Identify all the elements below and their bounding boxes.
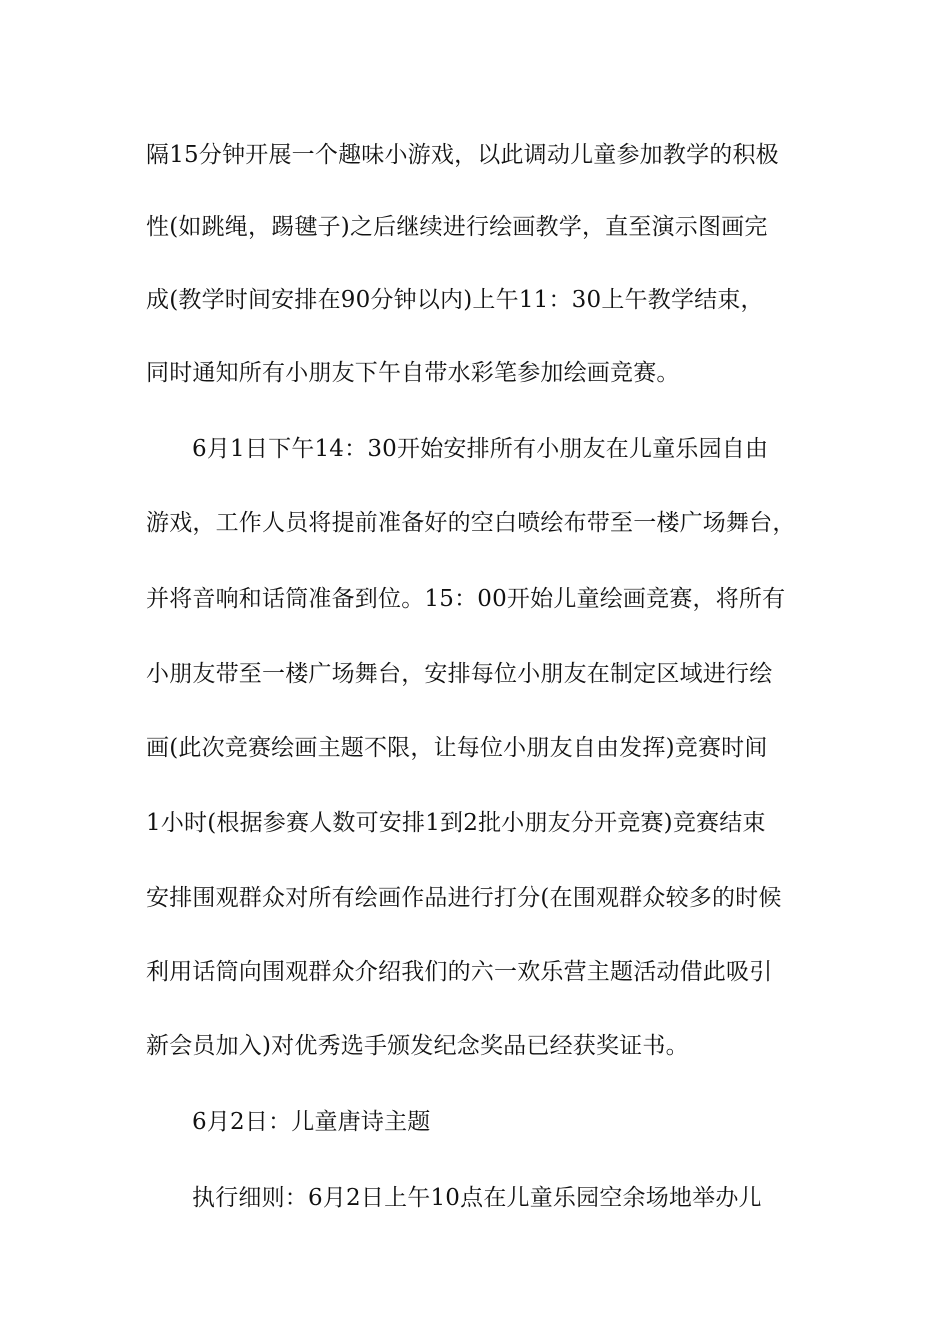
text-line: 画(此次竞赛绘画主题不限，让每位小朋友自由发挥)竞赛时间: [146, 735, 768, 761]
text-line: 同时通知所有小朋友下午自带水彩笔参加绘画竞赛。: [146, 360, 680, 386]
text-line: 并将音响和话筒准备到位。15：00开始儿童绘画竞赛，将所有: [146, 586, 786, 612]
text-line: 游戏，工作人员将提前准备好的空白喷绘布带至一楼广场舞台，: [146, 510, 796, 536]
text-line: 安排围观群众对所有绘画作品进行打分(在围观群众较多的时候: [146, 885, 782, 911]
paragraph-first-line: 6月1日下午14：30开始安排所有小朋友在儿童乐园自由: [192, 436, 769, 462]
text-line: 1小时(根据参赛人数可安排1到2批小朋友分开竞赛)竞赛结束: [146, 810, 766, 836]
paragraph-first-line: 执行细则：6月2日上午10点在儿童乐园空余场地举办儿: [192, 1185, 762, 1211]
text-line: 新会员加入)对优秀选手颁发纪念奖品已经获奖证书。: [146, 1033, 689, 1059]
text-line: 利用话筒向围观群众介绍我们的六一欢乐营主题活动借此吸引: [146, 959, 773, 985]
text-line: 隔15分钟开展一个趣味小游戏，以此调动儿童参加教学的积极: [146, 142, 779, 168]
section-heading: 6月2日：儿童唐诗主题: [192, 1109, 431, 1135]
text-line: 性(如跳绳，踢毽子)之后继续进行绘画教学，直至演示图画完: [146, 214, 768, 240]
text-line: 成(教学时间安排在90分钟以内)上午11：30上午教学结束，: [146, 287, 764, 313]
text-line: 小朋友带至一楼广场舞台，安排每位小朋友在制定区域进行绘: [146, 661, 773, 687]
